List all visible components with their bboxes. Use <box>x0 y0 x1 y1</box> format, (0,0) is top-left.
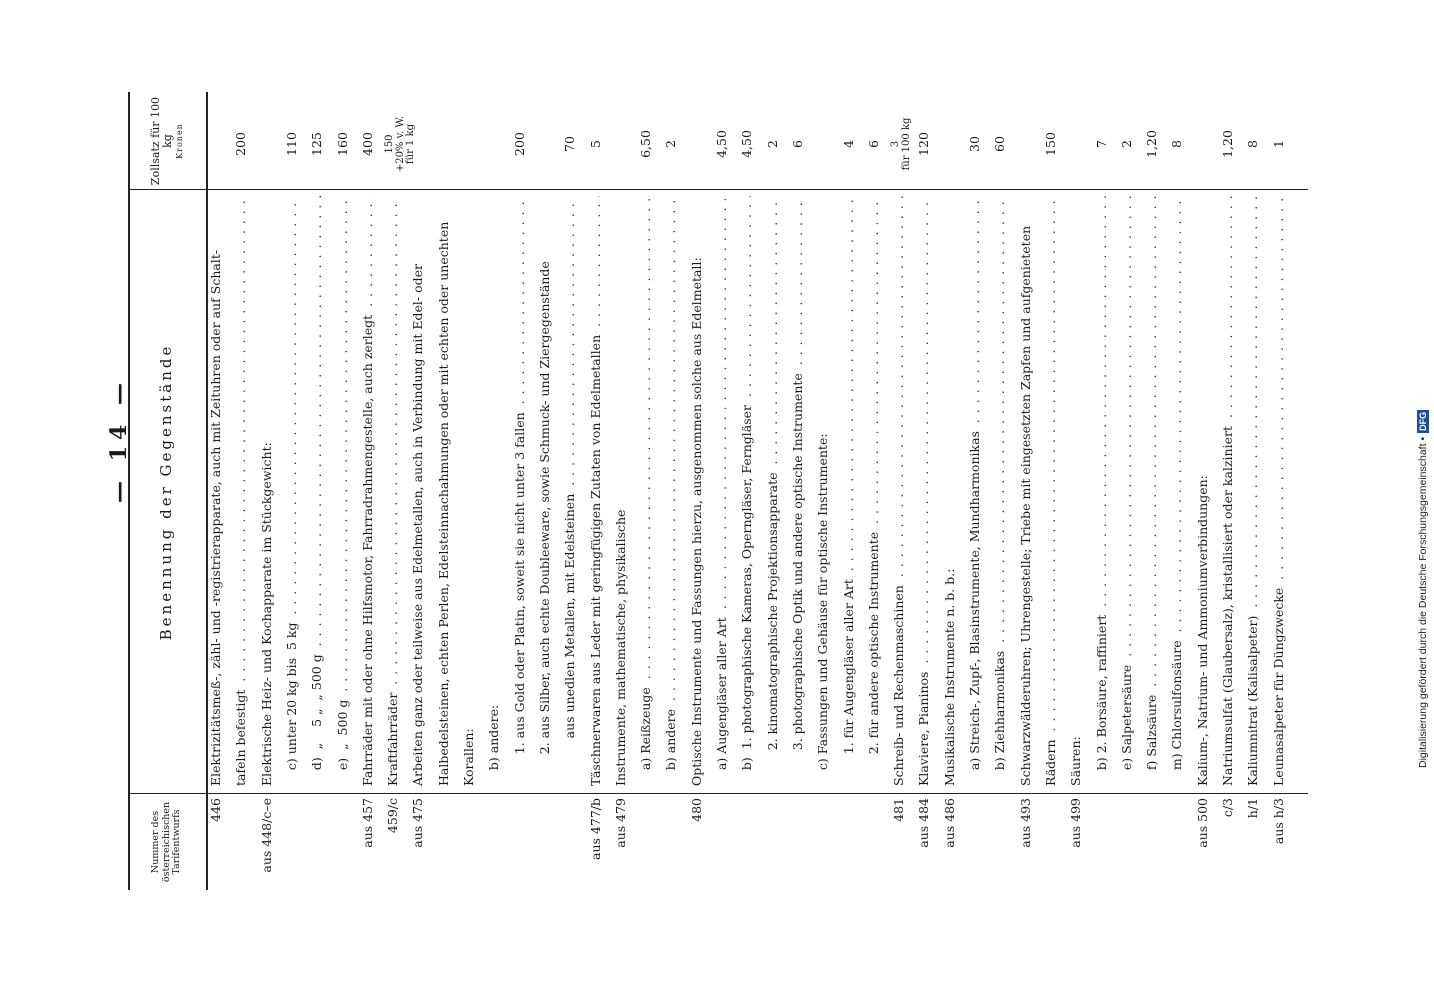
tariff-number: aus 477/b <box>587 798 603 860</box>
tariff-number: aus 448/c–e <box>258 798 274 873</box>
item-description <box>841 196 856 786</box>
item-description-text: b) 2. Borsäure, raffiniert <box>1094 612 1109 786</box>
duty-rate: 70 <box>562 136 578 152</box>
duty-rate: 200 <box>511 132 527 156</box>
table-row <box>1144 92 1169 890</box>
item-description <box>461 196 476 786</box>
table-row <box>384 92 417 890</box>
item-description-text: Natriumsulfat (Glaubersalz), kristallisiert oder kalziniert <box>1220 423 1235 786</box>
table-row <box>1043 92 1068 890</box>
duty-rate: 6 <box>789 140 805 148</box>
table-row <box>461 92 486 890</box>
item-description-text: 2. kinomatographische Projektionsapparate <box>765 469 780 786</box>
table-row <box>1245 92 1270 890</box>
item-description <box>588 196 603 786</box>
table-row <box>259 92 284 890</box>
duty-rate: 6 <box>865 140 881 148</box>
item-description <box>1195 196 1210 786</box>
item-description <box>714 196 729 786</box>
item-description-text: Instrumente, mathematische, physikalische <box>613 507 628 786</box>
item-description-text: tafeln befestigt <box>233 687 248 786</box>
duty-rate: 8 <box>1245 140 1261 148</box>
duty-rate: 2 <box>764 140 780 148</box>
table-row <box>486 92 511 890</box>
duty-rate: 2 <box>663 140 679 148</box>
duty-rate: 120 <box>916 132 932 156</box>
item-description <box>1018 196 1033 786</box>
item-description <box>284 196 299 786</box>
duty-rate: 125 <box>309 132 325 156</box>
table-row <box>613 92 638 890</box>
item-description-text: f) Salzsäure <box>1144 692 1159 786</box>
item-description-text: Halbedelsteinen, echten Perlen, Edelsteinnachahmungen oder mit echten oder unechten <box>436 219 451 786</box>
dfg-side-note <box>1412 8 1434 768</box>
item-description <box>512 196 527 786</box>
item-description-text: c) Fassungen und Gehäuse für optische Instrumente: <box>815 430 830 786</box>
table-row <box>967 92 992 890</box>
table-row <box>689 92 714 890</box>
item-description-text: b) 1. photographische Kameras, Operngläser, Ferngläser <box>739 402 754 786</box>
item-description-text: Täschnerwaren aus Leder mit geringfügigen Zutaten von Edelmetallen <box>588 332 603 786</box>
tariff-number: h/1 <box>1245 798 1261 819</box>
item-description <box>233 196 248 786</box>
table-row <box>866 92 891 890</box>
table-row <box>284 92 309 890</box>
duty-rate: 150 <box>1042 132 1058 156</box>
item-description <box>815 196 830 786</box>
table-row <box>815 92 840 890</box>
item-description <box>1119 196 1134 786</box>
page-number: — 14 — <box>106 377 132 503</box>
item-description <box>1169 196 1184 786</box>
tariff-number: aus 499 <box>1068 798 1084 848</box>
table-row <box>360 92 385 890</box>
item-description <box>537 196 552 786</box>
item-description-text: Schreib- und Rechenmaschinen <box>891 582 906 786</box>
tariff-number: aus 486 <box>941 798 957 848</box>
item-description <box>739 196 754 786</box>
item-description-text: Rädern <box>1043 736 1058 786</box>
item-description-text: Elektrizitätsmeß-, zähl- und -registrierapparate, auch mit Zeituhren oder auf Schalt- <box>208 247 223 786</box>
item-description <box>436 196 451 786</box>
item-description <box>1068 196 1083 786</box>
item-description <box>1271 196 1286 786</box>
duty-rate: 4,50 <box>714 130 729 158</box>
item-description-text: Kraftfahrräder <box>385 690 400 786</box>
item-description-text: a) Reißzeuge <box>638 684 653 786</box>
header-tariff-number: Nummer des österreichischen Tarifentwurfs <box>149 801 183 883</box>
table-row <box>841 92 866 890</box>
table-row <box>233 92 258 890</box>
item-description-text: b) Ziehharmonikas <box>992 648 1007 786</box>
item-description <box>385 196 400 786</box>
item-description-text: Fahrräder mit oder ohne Hilfsmotor, Fahrradrahmengestelle, auch zerlegt <box>360 312 375 786</box>
duty-rate: 5 <box>587 140 603 148</box>
header-duty-rate-unit: Kronen <box>175 123 185 159</box>
item-description <box>1043 196 1058 786</box>
table-row <box>562 92 587 890</box>
item-description-text: Schwarzwälderuhren; Uhrengestelle; Triebe mit eingesetzten Zapfen und aufgenieteten <box>1018 223 1033 786</box>
item-description-text: Kalium-, Natrium- und Ammoniumverbindungen: <box>1195 472 1210 786</box>
table-row <box>1195 92 1220 890</box>
dfg-note-text: Digitalisierung gefördert durch die Deutsche Forschungsgemeinschaft • <box>1417 436 1429 768</box>
tariff-number: 459/c <box>385 798 401 834</box>
table-row <box>512 92 537 890</box>
item-description <box>790 196 805 786</box>
item-description <box>562 196 577 786</box>
table-row <box>1169 92 1194 890</box>
duty-rate: 8 <box>1169 140 1185 148</box>
duty-rate: 4,50 <box>739 130 755 158</box>
duty-rate: 1,20 <box>1144 130 1160 158</box>
duty-rate: 30 <box>967 136 982 152</box>
duty-rate: 110 <box>283 132 299 156</box>
item-description-text: 1. für Augengläser aller Art <box>841 576 856 786</box>
item-description-text: e) „ 500 g <box>335 697 350 786</box>
item-description <box>309 196 324 786</box>
tariff-number: 481 <box>891 798 907 822</box>
table-row <box>891 92 916 890</box>
item-description-text: Säuren: <box>1068 733 1083 786</box>
item-description-text: Klaviere, Pianinos <box>916 669 931 786</box>
table-row <box>992 92 1017 890</box>
table-row <box>1271 92 1296 890</box>
table-row <box>1220 92 1245 890</box>
tariff-number: 480 <box>688 798 704 822</box>
item-description-text: b) andere <box>663 706 678 786</box>
table-row <box>1018 92 1043 890</box>
item-description-text: a) Augengläser aller Art <box>714 614 729 786</box>
table-row <box>335 92 360 890</box>
item-description-text: Optische Instrumente und Fassungen hierzu, ausgenommen solche aus Edelmetall: <box>689 254 704 786</box>
tariff-number: aus 457 <box>359 798 375 848</box>
duty-rate: 60 <box>992 136 1008 152</box>
item-description <box>891 196 906 786</box>
header-duty-rate-label: Zollsatz für 100 kg <box>148 96 175 186</box>
item-description-text: c) unter 20 kg bis 5 kg <box>284 619 299 786</box>
item-description <box>410 196 425 786</box>
item-description-text: Leunasalpeter für Düngzwecke <box>1271 585 1286 786</box>
header-description: Benennung der Gegenstände <box>157 343 176 641</box>
item-description <box>486 196 501 786</box>
header-duty-rate <box>130 92 204 190</box>
tariff-number: aus 493 <box>1017 798 1033 848</box>
item-description-text: Elektrische Heiz- und Kochapparate im Stückgewicht: <box>259 439 274 786</box>
tariff-number: aus 475 <box>410 798 426 848</box>
duty-rate: 1 <box>1270 140 1286 148</box>
item-description <box>663 196 678 786</box>
tariff-number: c/3 <box>1220 798 1235 818</box>
item-description <box>1094 196 1109 786</box>
table-row <box>436 92 461 890</box>
table-row <box>208 92 233 890</box>
item-description-text: 1. aus Gold oder Platin, soweit sie nicht unter 3 fallen <box>512 409 527 786</box>
item-description <box>1245 196 1260 786</box>
table-row <box>638 92 663 890</box>
table-row <box>942 92 967 890</box>
tariff-number: aus h/3 <box>1270 798 1286 845</box>
tariff-number: aus 484 <box>916 798 932 848</box>
item-description-text: d) „ 5 „ „ 500 g <box>309 651 324 786</box>
duty-rate: 400 <box>359 132 375 156</box>
table-row <box>537 92 562 890</box>
duty-rate: 150 +20% v. W. für 1 kg <box>384 115 417 173</box>
table-row <box>714 92 739 890</box>
item-description <box>942 196 957 786</box>
table-row <box>739 92 764 890</box>
table-row <box>1119 92 1144 890</box>
tariff-number: aus 479 <box>612 798 628 848</box>
item-description <box>689 196 704 786</box>
table-row <box>309 92 334 890</box>
item-description-text: m) Chlorsulfonsäure <box>1169 637 1184 786</box>
duty-rate: 200 <box>233 132 249 156</box>
item-description-text: aus unedlen Metallen, mit Edelsteinen <box>562 491 577 786</box>
dfg-logo: DFG <box>1418 411 1428 431</box>
item-description-text: a) Streich-, Zupf-, Blasinstrumente, Mundharmonikas <box>967 428 982 786</box>
item-description <box>613 196 628 786</box>
item-description-text: Kaliumnitrat (Kalisalpeter) <box>1245 613 1260 786</box>
item-description <box>360 196 375 786</box>
item-description-text: e) Salpetersäure <box>1119 662 1134 786</box>
table-row <box>916 92 941 890</box>
item-description-text: 3. photographische Optik und andere optische Instrumente <box>790 370 805 786</box>
table-row <box>410 92 435 890</box>
item-description <box>916 196 931 786</box>
duty-rate: 2 <box>1118 140 1134 148</box>
item-description-text: Arbeiten ganz oder teilweise aus Edelmetallen, auch in Verbindung mit Edel- oder <box>410 261 425 786</box>
item-description <box>208 196 223 786</box>
item-description <box>335 196 350 786</box>
table-row <box>1068 92 1093 890</box>
item-description <box>866 196 881 786</box>
duty-rate: 7 <box>1093 140 1109 148</box>
duty-rate: 160 <box>334 132 350 156</box>
duty-rate: 3 für 100 kg <box>890 117 912 171</box>
duty-rate: 1,20 <box>1220 130 1235 158</box>
table-row <box>1094 92 1119 890</box>
item-description-text: b) andere: <box>486 702 501 786</box>
duty-rate: 4 <box>840 140 856 148</box>
item-description <box>765 196 780 786</box>
item-description <box>1144 196 1159 786</box>
item-description-text: Musikalische Instrumente n. b. b.: <box>942 566 957 786</box>
table-row <box>588 92 613 890</box>
item-description <box>1220 196 1235 786</box>
table-row <box>790 92 815 890</box>
tariff-number: aus 500 <box>1194 798 1210 848</box>
table-row <box>663 92 688 890</box>
duty-rate: 6,50 <box>638 130 654 158</box>
tariff-table <box>128 92 1308 890</box>
item-description <box>967 196 982 786</box>
rotated-document-page <box>100 0 1310 890</box>
table-row <box>765 92 790 890</box>
item-description-text: Korallen: <box>461 725 476 786</box>
item-description <box>992 196 1007 786</box>
tariff-number: 446 <box>208 798 223 822</box>
item-description-text: 2. aus Silber, auch echte Doubleeware, sowie Schmuck- und Ziergegenstände <box>537 258 552 786</box>
item-description <box>259 196 274 786</box>
item-description <box>638 196 653 786</box>
item-description-text: 2. für andere optische Instrumente <box>866 529 881 786</box>
